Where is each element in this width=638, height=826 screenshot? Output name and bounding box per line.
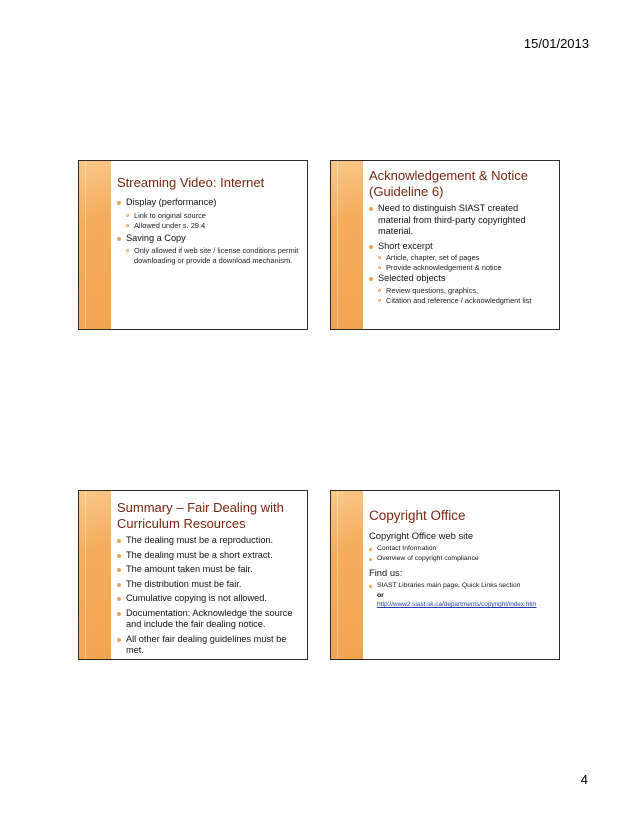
subtitle-web-site: Copyright Office web site (369, 530, 474, 541)
list-item: All other fair dealing guidelines must be met. (117, 634, 301, 657)
slide-accent-bar (331, 491, 363, 659)
bullet-list (117, 535, 301, 657)
slide-content (369, 161, 553, 329)
copyright-link[interactable]: http://www2.siast.sk.ca/departments/copyright/index.htm (377, 601, 537, 608)
list-item: Documentation: Acknowledge the source and include the fair dealing notice. (117, 608, 301, 631)
sub-list-item: Provide acknowledgement & notice (378, 263, 553, 273)
bullet-list (369, 203, 553, 306)
list-item: The dealing must be a reproduction. (117, 535, 301, 547)
slide-content (117, 491, 301, 659)
slide-fair-dealing-summary (78, 490, 308, 660)
list-item: SIAST Libraries main page, Quick Links section (369, 581, 553, 591)
slide-copyright-office (330, 490, 560, 660)
slide-accent-bar (331, 161, 363, 329)
slide-accent-bar (79, 161, 111, 329)
bullet-list (369, 581, 553, 591)
sub-list-item: Link to original source (126, 211, 301, 221)
bullet-list (117, 197, 301, 266)
list-item: Short excerpt Article, chapter, set of pages Provide acknowledgement & notice (369, 241, 553, 274)
slide-content (369, 491, 553, 659)
sub-list-item: Allowed under s. 29.4 (126, 221, 301, 231)
list-item: Selected objects Review questions, graphics, Citation and reference / acknowledgment list (369, 273, 553, 306)
slide-accent-bar (79, 491, 111, 659)
list-item: Display (performance) Link to original source Allowed under s. 29.4 (117, 197, 301, 231)
list-item: Saving a Copy Only allowed if web site / license conditions permit downloading or provide a download mechanism. (117, 233, 301, 267)
slide-content (117, 161, 301, 329)
sub-list-item: Citation and reference / acknowledgment list (378, 296, 553, 306)
slide-streaming-video (78, 160, 308, 330)
slide-acknowledgement-notice (330, 160, 560, 330)
slide-title: Acknowledgement & Notice (Guideline 6) (369, 168, 528, 199)
subtitle-find-us: Find us: (369, 567, 403, 578)
slide-title: Summary – Fair Dealing with Curriculum Resources (117, 500, 284, 531)
page-number: 4 (580, 772, 588, 787)
list-item: Need to distinguish SIAST created material from third-party copyrighted material. (369, 203, 553, 238)
slide-title: Copyright Office (369, 508, 466, 523)
header-date: 15/01/2013 (523, 36, 589, 51)
sub-list-item: Review questions, graphics, (378, 286, 553, 296)
bullet-list (369, 544, 553, 564)
or-text: or (377, 592, 384, 599)
sub-list-item: Only allowed if web site / license conditions permit downloading or provide a download mechanism. (126, 246, 301, 266)
list-item: Cumulative copying is not allowed. (117, 593, 301, 605)
slide-title: Streaming Video: Internet (117, 175, 265, 190)
list-item: The dealing must be a short extract. (117, 550, 301, 562)
list-item: The amount taken must be fair. (117, 564, 301, 576)
list-item: Overview of copyright compliance (369, 554, 553, 564)
list-item: The distribution must be fair. (117, 579, 301, 591)
sub-list-item: Article, chapter, set of pages (378, 253, 553, 263)
list-item: Contact Information (369, 544, 553, 554)
